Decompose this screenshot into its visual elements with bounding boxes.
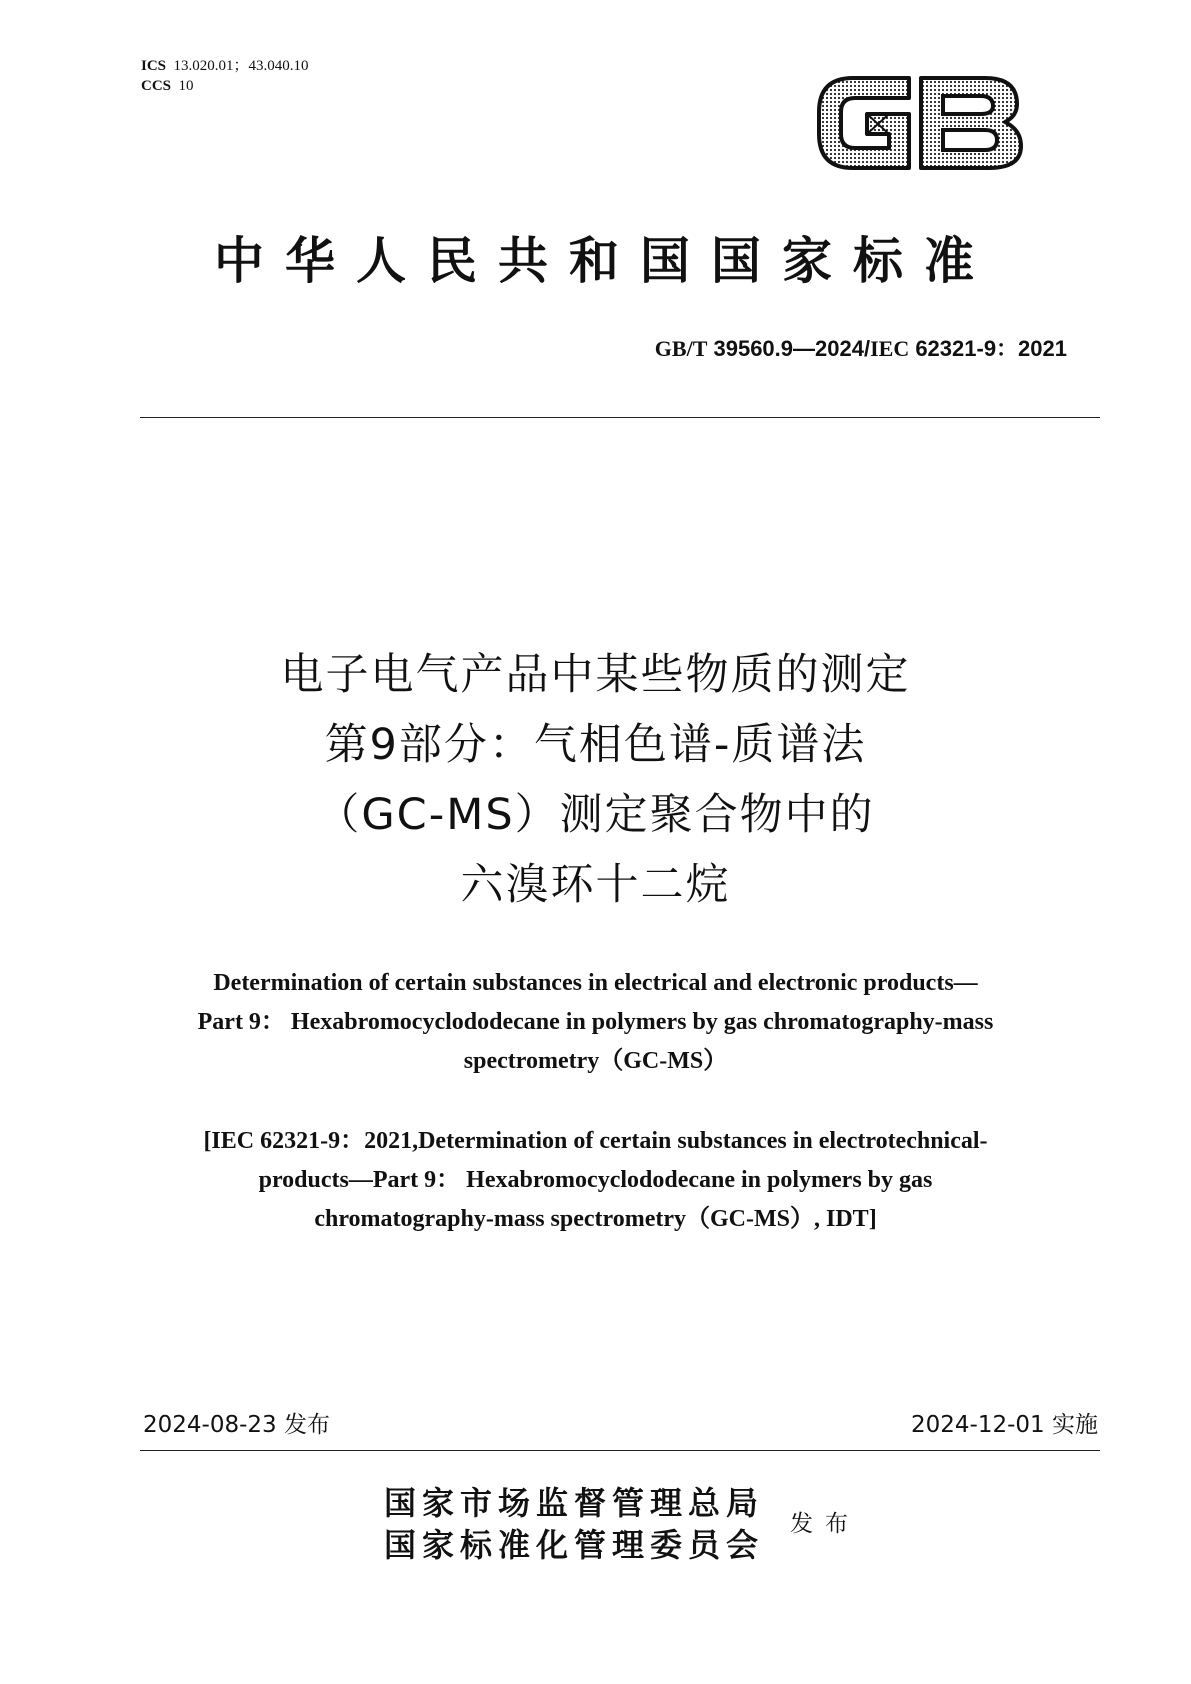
english-title-line-3: spectrometry（GC-MS） bbox=[463, 1048, 728, 1074]
iec-reference-line-2: products—Part 9： Hexabromocyclododecane in polymers by gas bbox=[258, 1167, 933, 1193]
classification-codes bbox=[141, 56, 309, 96]
national-standard-heading: 中华人民共和国国家标准 bbox=[214, 231, 995, 290]
header-rule bbox=[140, 417, 1100, 418]
issuer-line-2: 国家标准化管理委员会 bbox=[384, 1526, 765, 1564]
english-title-line-1: Determination of certain substances in electrical and electronic products— bbox=[213, 970, 978, 996]
iec-reference bbox=[0, 1122, 1191, 1239]
publish-date: 2024-08-23 发布 bbox=[143, 1412, 330, 1438]
issuer-line-1: 国家市场监督管理总局 bbox=[384, 1484, 765, 1522]
chinese-title-line-1: 电子电气产品中某些物质的测定 bbox=[280, 650, 911, 700]
implement-date: 2024-12-01 实施 bbox=[911, 1412, 1098, 1438]
chinese-title-line-3: （GC-MS）测定聚合物中的 bbox=[316, 790, 875, 840]
footer-rule bbox=[140, 1450, 1100, 1451]
issuing-authorities bbox=[384, 1482, 764, 1566]
chinese-title-line-4: 六溴环十二烷 bbox=[460, 860, 731, 910]
iec-reference-line-3: chromatography-mass spectrometry（GC-MS）, IDT] bbox=[314, 1206, 877, 1232]
english-title-line-2: Part 9： Hexabromocyclododecane in polymers by gas chromatography-mass bbox=[197, 1009, 994, 1035]
gb-logo bbox=[805, 56, 1035, 186]
chinese-title bbox=[0, 640, 1191, 920]
chinese-title-line-2: 第9部分：气相色谱-质谱法 bbox=[324, 720, 867, 770]
iec-reference-line-1: [IEC 62321-9：2021,Determination of certain substances in electrotechnical- bbox=[203, 1128, 988, 1154]
ccs-code: CCS 10 bbox=[141, 78, 194, 94]
issued-label: 发布 bbox=[790, 1511, 860, 1537]
english-title bbox=[0, 964, 1191, 1081]
standard-number: GB/T 39560.9—2024/IEC 62321-9：2021 bbox=[654, 336, 1067, 361]
ics-code: ICS 13.020.01；43.040.10 bbox=[141, 58, 309, 74]
